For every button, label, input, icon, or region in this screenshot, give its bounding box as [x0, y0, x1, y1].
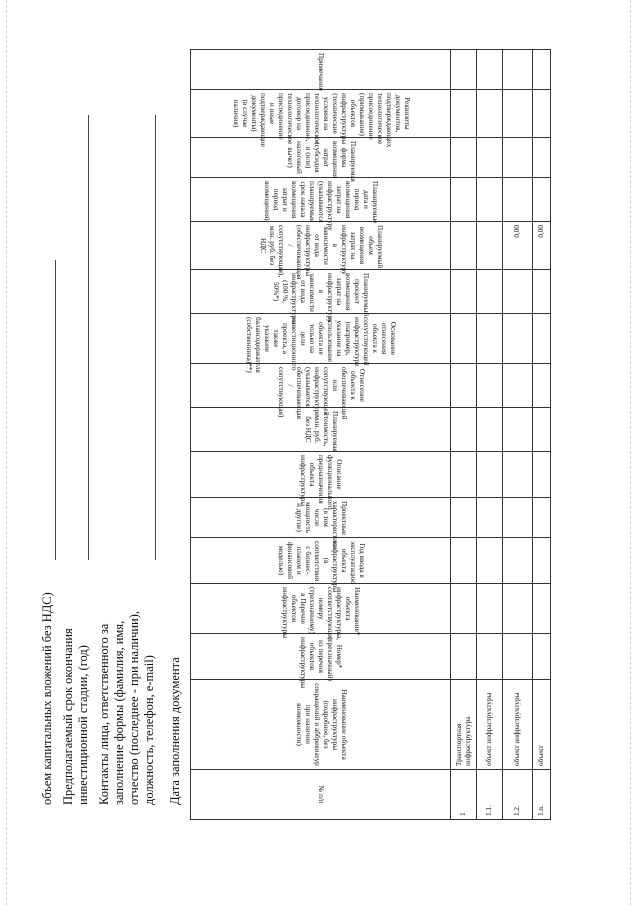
cell-characteristics[interactable] [533, 498, 551, 538]
cell-percent[interactable] [477, 270, 503, 314]
cell-list-name[interactable] [477, 584, 503, 634]
infrastructure-table-wrap [190, 53, 570, 820]
cell-basis[interactable] [451, 314, 477, 364]
cell-code[interactable] [533, 634, 551, 680]
header-cost: Планируемая стоимость, млн. руб. без НДС [191, 408, 451, 452]
cell-cost[interactable] [533, 408, 551, 452]
cell-documents[interactable] [451, 90, 477, 138]
form-field-contacts-line-4: должность, телефон, e-mail) [142, 655, 156, 805]
cell-year[interactable] [533, 538, 551, 584]
cell-note[interactable] [503, 50, 533, 90]
cell-characteristics[interactable] [451, 498, 477, 538]
form-field-capex [40, 592, 55, 805]
cell-year[interactable] [451, 538, 477, 584]
cell-volume[interactable]: 0,00 [503, 222, 533, 270]
cell-list-name[interactable] [451, 584, 477, 634]
row-num: 1.2. [503, 770, 533, 820]
cell-note[interactable] [451, 50, 477, 90]
infrastructure-table [190, 49, 551, 820]
cell-volume[interactable]: 0,00 [533, 222, 551, 270]
cell-note[interactable] [533, 50, 551, 90]
header-name: Наименование объекта инфраструктуры (подробное, без сокращений и аббревиатур при наличии возможности) [191, 680, 451, 770]
header-basis: Основание отнесения объекта к сопутствующей инфраструктуре (например, указание на использование объекта не только на цели инвестиционного проекта, а также указание балансодержателя (собственника)**) [191, 314, 451, 364]
header-volume: Планируемый объем возмещения затрат на инфраструктуру в зависимости от вида инфраструктуры (обеспечивающая / сопутствующая), млн. руб. без НДС [191, 222, 451, 270]
form-field-fill-date [168, 657, 183, 805]
page-edge-right [630, 0, 632, 905]
row-name: объект инфраструктуры [503, 680, 533, 770]
row-num: 1.n. [533, 770, 551, 820]
cell-form[interactable] [503, 138, 533, 178]
cell-period[interactable] [533, 178, 551, 222]
header-purpose: Описание функционального предназначения объекта инфраструктуры [191, 452, 451, 498]
cell-period[interactable] [503, 178, 533, 222]
cell-documents[interactable] [503, 90, 533, 138]
cell-period[interactable] [477, 178, 503, 222]
cell-form[interactable] [533, 138, 551, 178]
cell-characteristics[interactable] [503, 498, 533, 538]
cell-characteristics[interactable] [477, 498, 503, 538]
cell-code[interactable] [503, 634, 533, 680]
cell-basis[interactable] [503, 314, 533, 364]
cell-purpose[interactable] [533, 452, 551, 498]
cell-year[interactable] [477, 538, 503, 584]
form-field-contacts-line-1: Контакты лица, ответственного за [97, 623, 111, 805]
cell-documents[interactable] [533, 90, 551, 138]
table-row [451, 50, 477, 820]
header-period: Планируемые дата и период возмещения затрат на инфраструктуру (указываются планируемые срок начала возмещения затрат и период возмещения) [191, 178, 451, 222]
cell-cost[interactable] [477, 408, 503, 452]
cell-type[interactable] [451, 364, 477, 408]
header-characteristics: Проектные характеристики (в том числе мощность и другие) [191, 498, 451, 538]
cell-list-name[interactable] [503, 584, 533, 634]
row-name: объект [533, 680, 551, 770]
form-field-contacts-line-3: отчество (последнее - при наличии), [127, 610, 141, 805]
cell-code[interactable] [477, 634, 503, 680]
table-header-row [191, 50, 451, 820]
cell-volume[interactable] [477, 222, 503, 270]
cell-note[interactable] [477, 50, 503, 90]
header-documents: Реквизиты документов, подтверждающих технологическое присоединение (примыкание) объектов инфраструктуры (технические условия на технологическое присоединение, договор на технологическое присоединение и иные подтверждающие документы) (в случае наличия) [191, 90, 451, 138]
cell-list-name[interactable] [533, 584, 551, 634]
contacts-answer-line[interactable] [155, 115, 156, 560]
row-name: Транспортная инфраструктура [451, 680, 477, 770]
cell-type[interactable] [477, 364, 503, 408]
capex-answer-line[interactable] [55, 260, 56, 560]
form-field-contacts [97, 611, 157, 805]
form-field-end-date-line-2: инвестиционной стадии, (год) [76, 645, 90, 805]
cell-documents[interactable] [477, 90, 503, 138]
form-field-end-date [61, 628, 91, 805]
row-num: 1 [451, 770, 477, 820]
cell-volume[interactable] [451, 222, 477, 270]
cell-percent[interactable] [503, 270, 533, 314]
header-percent: Планируемый процент возмещения затрат на инфраструктуру в зависимости от вида инфраструктуры (100 %, 50%*) [191, 270, 451, 314]
header-type: Отнесение объекта к обеспечивающей или сопутствующей инфраструктуре (указывается: обеспечивающая / сопутствующая) [191, 364, 451, 408]
cell-year[interactable] [503, 538, 533, 584]
end-date-answer-line[interactable] [88, 115, 89, 560]
cell-form[interactable] [451, 138, 477, 178]
header-year: Год ввода в эксплуатацию объекта инфраструктуры (в соответствии с бизнес-планом и финансовой моделью) [191, 538, 451, 584]
cell-cost[interactable] [503, 408, 533, 452]
form-field-contacts-line-2: заполнение формы (фамилия, имя, [112, 620, 126, 805]
table-row [533, 50, 551, 820]
cell-type[interactable] [503, 364, 533, 408]
form-field-fill-date-line-1: Дата заполнения документа [168, 657, 182, 805]
form-field-end-date-line-1: Предполагаемый срок окончания [61, 628, 75, 805]
header-code: Номер* (трехзначный) из перечня объектов инфраструктуры [191, 634, 451, 680]
cell-percent[interactable] [533, 270, 551, 314]
cell-cost[interactable] [451, 408, 477, 452]
cell-period[interactable] [451, 178, 477, 222]
row-num: 1.1. [477, 770, 503, 820]
form-fields-block [40, 0, 182, 905]
cell-purpose[interactable] [503, 452, 533, 498]
header-list-name: Наименование* объекта инфраструктуры, соответствующее номеру (трехзначному) в Перечне объектов инфраструктуры [191, 584, 451, 634]
page-edge-left [6, 0, 8, 905]
cell-type[interactable] [533, 364, 551, 408]
table-row [477, 50, 503, 820]
cell-basis[interactable] [477, 314, 503, 364]
header-form: Планируемая форма возмещения затрат (субсидия и (или) налоговый вычет) [191, 138, 451, 178]
row-name: объект инфраструктуры [477, 680, 503, 770]
cell-code[interactable] [451, 634, 477, 680]
table-row [503, 50, 533, 820]
cell-basis[interactable] [533, 314, 551, 364]
header-note: Примечание [191, 50, 451, 90]
cell-purpose[interactable] [477, 452, 503, 498]
cell-form[interactable] [477, 138, 503, 178]
form-field-capex-line-1: объем капитальных вложений без НДС) [40, 592, 54, 805]
cell-percent[interactable] [451, 270, 477, 314]
cell-purpose[interactable] [451, 452, 477, 498]
header-num: № п/п [191, 770, 451, 820]
